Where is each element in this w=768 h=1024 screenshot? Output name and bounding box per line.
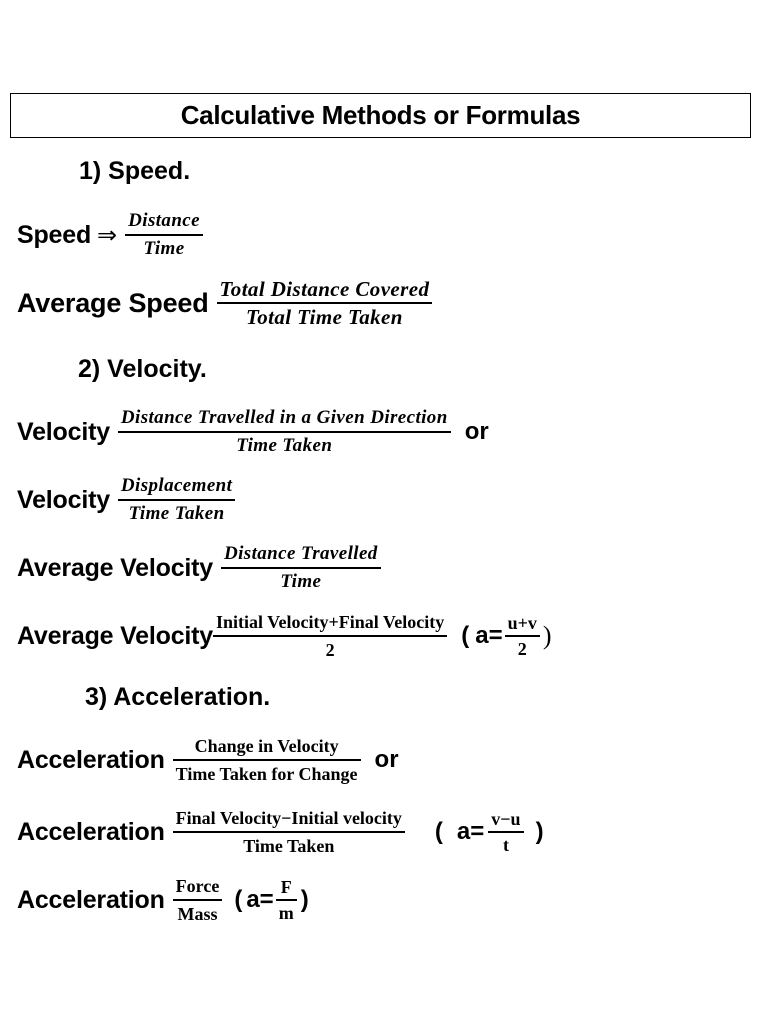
fraction-numerator: Final Velocity−Initial velocity bbox=[175, 808, 402, 828]
close-paren: ) bbox=[542, 621, 552, 650]
formula-average-velocity-mean bbox=[17, 609, 552, 663]
formula-speed bbox=[17, 208, 203, 262]
fraction-numerator: Distance bbox=[128, 210, 200, 231]
fraction-numerator: Initial Velocity+Final Velocity bbox=[215, 612, 445, 632]
fraction-numerator: v−u bbox=[491, 809, 521, 829]
short-formula-label: a= bbox=[456, 818, 485, 845]
fraction-numerator: Force bbox=[175, 876, 220, 896]
fraction-denominator: Time Taken bbox=[243, 836, 335, 856]
fraction bbox=[221, 541, 381, 595]
formula-average-velocity-distance bbox=[17, 541, 381, 595]
fraction bbox=[125, 208, 203, 262]
formula-label: Average Velocity bbox=[17, 553, 213, 582]
formula-label: Acceleration bbox=[17, 745, 165, 774]
fraction bbox=[173, 733, 361, 787]
fraction-denominator: Time Taken bbox=[236, 435, 333, 456]
short-formula-label: a= bbox=[246, 886, 274, 913]
section-heading-velocity: 2) Velocity. bbox=[78, 355, 207, 383]
formula-average-speed bbox=[17, 276, 432, 330]
fraction bbox=[217, 276, 433, 330]
open-paren: ( bbox=[434, 818, 443, 845]
fraction-numerator: Total Distance Covered bbox=[219, 277, 430, 301]
fraction bbox=[173, 873, 223, 927]
fraction bbox=[213, 609, 447, 663]
formula-label: Acceleration bbox=[17, 885, 165, 914]
formula-label: Velocity bbox=[17, 485, 110, 514]
short-formula-label: a= bbox=[475, 622, 503, 649]
close-paren: ) bbox=[535, 818, 544, 845]
open-paren: ( bbox=[461, 622, 470, 649]
fraction bbox=[173, 805, 405, 859]
implies-arrow-icon: ⇒ bbox=[97, 221, 118, 249]
fraction-numerator: Displacement bbox=[120, 475, 233, 496]
fraction-numerator: Distance Travelled in a Given Direction bbox=[120, 407, 448, 428]
open-paren: ( bbox=[234, 886, 243, 913]
fraction bbox=[118, 473, 235, 527]
title-box bbox=[10, 93, 751, 138]
fraction bbox=[118, 405, 451, 459]
fraction-denominator: Time Taken for Change bbox=[175, 764, 358, 784]
fraction-denominator: Total Time Taken bbox=[245, 305, 403, 329]
fraction-numerator: Distance Travelled bbox=[223, 543, 378, 564]
or-label: or bbox=[464, 418, 489, 445]
fraction-denominator: 2 bbox=[517, 639, 527, 659]
formula-label: Acceleration bbox=[17, 817, 165, 846]
short-fraction bbox=[488, 807, 523, 857]
short-fraction bbox=[276, 875, 297, 925]
close-paren: ) bbox=[300, 886, 309, 913]
formula-acceleration-difference bbox=[17, 805, 544, 859]
fraction-denominator: 2 bbox=[325, 640, 335, 660]
fraction-numerator: u+v bbox=[507, 613, 537, 633]
fraction-denominator: m bbox=[278, 903, 294, 923]
section-heading-speed: 1) Speed. bbox=[79, 157, 191, 185]
formula-label: Speed bbox=[17, 220, 92, 249]
section-heading-acceleration: 3) Acceleration. bbox=[85, 683, 271, 711]
formula-label: Average Velocity bbox=[17, 621, 213, 650]
formula-acceleration-change bbox=[17, 733, 399, 787]
fraction-denominator: Time bbox=[280, 571, 322, 592]
formula-label: Velocity bbox=[17, 417, 110, 446]
formula-velocity-direction bbox=[17, 405, 489, 459]
fraction-denominator: t bbox=[502, 835, 509, 855]
short-fraction bbox=[505, 611, 540, 661]
fraction-denominator: Time Taken bbox=[128, 503, 225, 524]
fraction-numerator: Change in Velocity bbox=[194, 736, 339, 756]
fraction-numerator: F bbox=[280, 877, 292, 897]
fraction-denominator: Time bbox=[143, 238, 185, 259]
formula-acceleration-force bbox=[17, 873, 309, 927]
or-label: or bbox=[374, 746, 399, 773]
page-title: Calculative Methods or Formulas bbox=[180, 100, 581, 130]
fraction-denominator: Mass bbox=[177, 904, 218, 924]
formula-label: Average Speed bbox=[17, 287, 209, 318]
formula-velocity-displacement bbox=[17, 473, 235, 527]
